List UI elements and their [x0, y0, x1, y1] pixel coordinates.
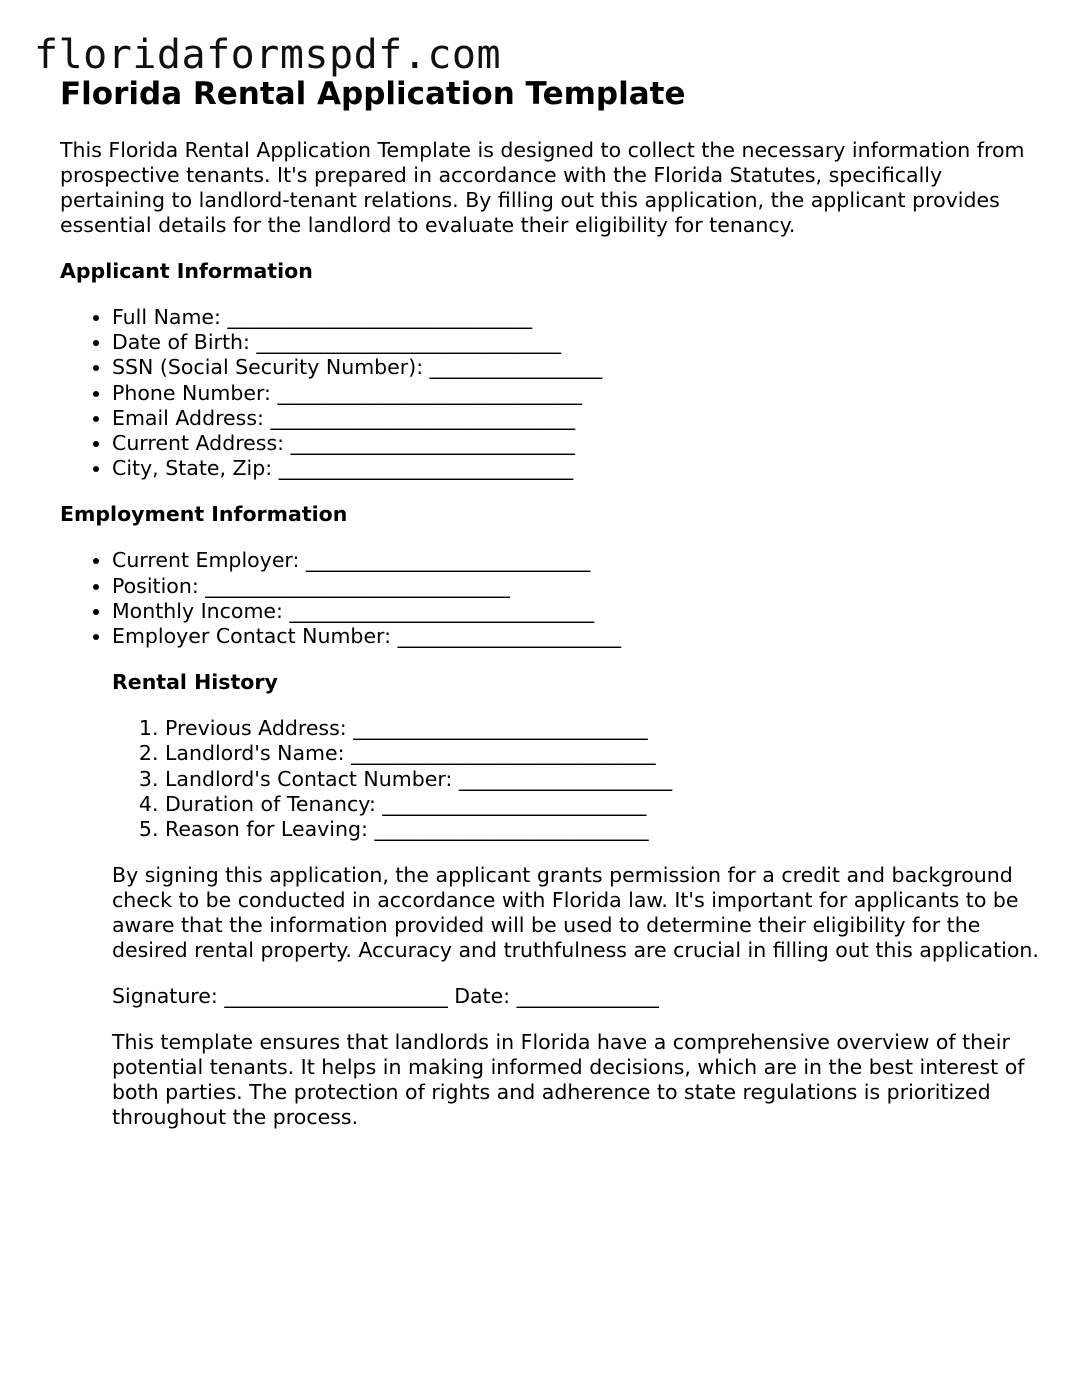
blank-line: ______________________________ — [289, 598, 594, 623]
signature-blank: ______________________ — [224, 984, 448, 1009]
blank-line: ______________________________ — [270, 405, 575, 430]
field-label: Current Address: — [112, 431, 285, 456]
blank-line: _____________________________ — [353, 716, 648, 741]
site-watermark: floridaformspdf.com — [34, 32, 502, 78]
field-label: Current Employer: — [112, 548, 300, 573]
rental-history-block — [112, 670, 1040, 1130]
field-label: Position: — [112, 573, 199, 598]
list-item — [112, 305, 1040, 330]
signature-label: Signature: — [112, 984, 218, 1009]
list-item — [112, 456, 1040, 481]
field-label: Landlord's Contact Number: — [165, 766, 453, 791]
rental-history-list — [112, 716, 1040, 842]
field-label: Email Address: — [112, 405, 264, 430]
employment-information-heading: Employment Information — [60, 502, 348, 527]
blank-line: __________________________ — [382, 791, 647, 816]
list-item — [165, 716, 1040, 741]
blank-line: ___________________________ — [374, 817, 649, 842]
date-blank: ______________ — [516, 984, 659, 1009]
list-item — [165, 767, 1040, 792]
list-item — [165, 817, 1040, 842]
applicant-information-list — [60, 305, 1040, 481]
date-label: Date: — [454, 984, 511, 1009]
list-item — [112, 381, 1040, 406]
list-item — [165, 792, 1040, 817]
blank-line: ____________________________ — [290, 431, 575, 456]
field-label: Date of Birth: — [112, 330, 250, 355]
field-label: SSN (Social Security Number): — [112, 355, 424, 380]
list-item — [112, 548, 1040, 573]
list-item — [112, 330, 1040, 355]
list-item — [112, 574, 1040, 599]
blank-line: ______________________________ — [277, 380, 582, 405]
intro-paragraph: This Florida Rental Application Template is designed to collect the necessary information from prospective tenants. It's prepared in accordance with the Florida Statutes, specifically pertaining to landlord-tenant relations. By filling out this application, the applicant provides essential details for the landlord to evaluate their eligibility for tenancy. — [60, 138, 1025, 237]
field-label: Reason for Leaving: — [165, 817, 368, 842]
blank-line: ____________________________ — [305, 548, 591, 573]
blank-line: ______________________________ — [205, 573, 510, 598]
employment-information-list — [60, 548, 1040, 649]
list-item — [112, 406, 1040, 431]
field-label: Monthly Income: — [112, 598, 283, 623]
list-item — [112, 355, 1040, 380]
blank-line: ______________________________ — [256, 330, 561, 355]
blank-line: _____________________________ — [278, 456, 574, 481]
document-title: Florida Rental Application Template — [60, 76, 686, 112]
field-label: Landlord's Name: — [165, 741, 345, 766]
consent-paragraph: By signing this application, the applicant grants permission for a credit and background check to be conducted in accordance with Florida law. It's important for applicants to be aware that the information provided will be used to determine their eligibility for the desired rental property. Accuracy and truthfulness are crucial in filling out this application. — [112, 863, 1039, 963]
field-label: City, State, Zip: — [112, 456, 273, 481]
list-item — [112, 624, 1040, 649]
blank-line: ______________________ — [397, 624, 621, 649]
blank-line: _____________________ — [458, 766, 672, 791]
field-label: Duration of Tenancy: — [165, 791, 376, 816]
blank-line: ______________________________ — [351, 741, 656, 766]
applicant-information-heading: Applicant Information — [60, 259, 313, 283]
field-label: Phone Number: — [112, 380, 271, 405]
field-label: Previous Address: — [165, 716, 347, 741]
list-item — [112, 431, 1040, 456]
list-item — [112, 599, 1040, 624]
closing-paragraph: This template ensures that landlords in Florida have a comprehensive overview of their potential tenants. It helps in making informed decisions, which are in the best interest of both parties. The protection of rights and adherence to state regulations is prioritized throughout the process. — [112, 1030, 1025, 1130]
signature-line — [112, 984, 1040, 1009]
field-label: Employer Contact Number: — [112, 624, 392, 649]
rental-history-heading: Rental History — [112, 670, 278, 695]
blank-line: _________________ — [429, 355, 603, 380]
field-label: Full Name: — [112, 305, 221, 329]
blank-line: ______________________________ — [227, 305, 533, 329]
document-body — [60, 74, 1040, 1130]
list-item — [165, 741, 1040, 766]
